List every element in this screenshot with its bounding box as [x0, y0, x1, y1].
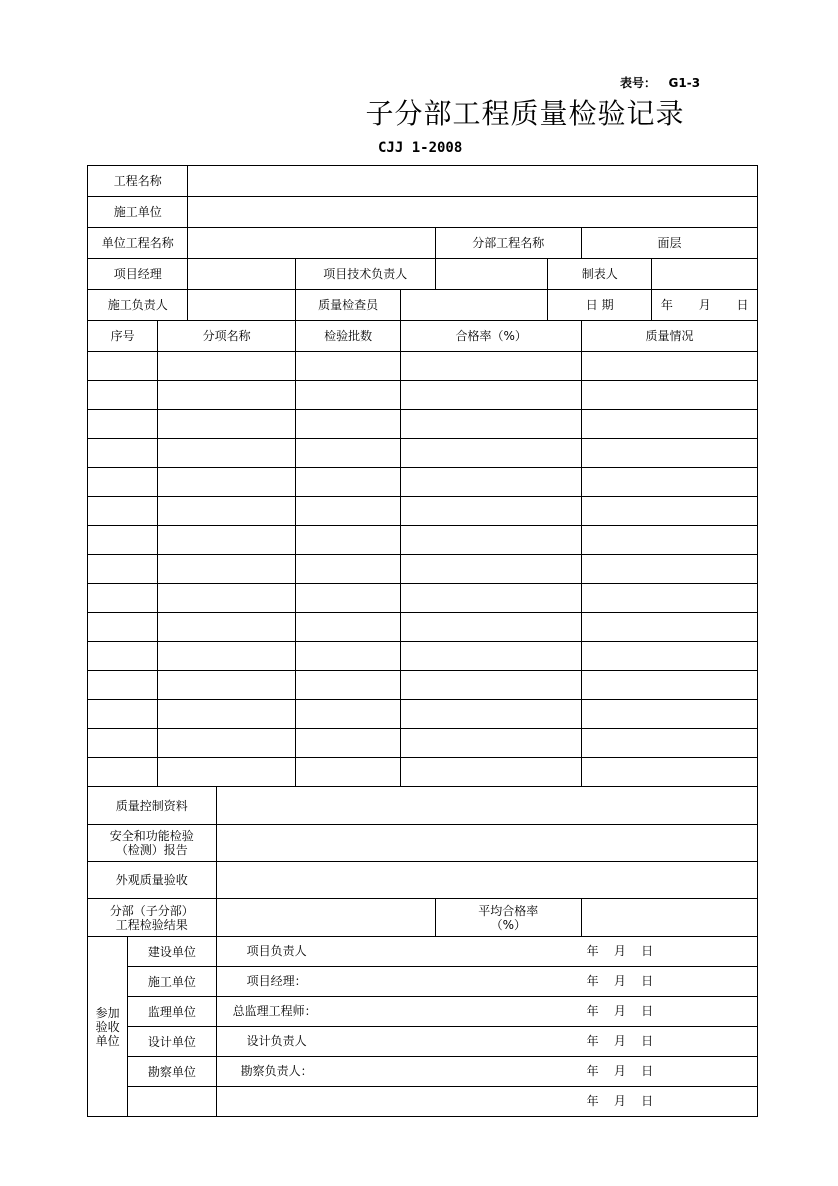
result-row [88, 899, 758, 937]
signoff-group-line3: 单位 [95, 1033, 120, 1048]
items-header-row [88, 321, 758, 352]
signoff-sign-area[interactable] [216, 1027, 757, 1057]
result-label-line1: 分部（子分部） [109, 903, 194, 918]
col-batch-count: 检验批数 [295, 321, 400, 352]
standard-code: CJJ 1-2008 [378, 140, 463, 156]
signoff-date: 年 月 日 [586, 1094, 654, 1108]
tech-lead-field[interactable] [435, 259, 547, 290]
signoff-date: 年 月 日 [586, 1064, 654, 1078]
signoff-role: 设计负责人 [246, 1034, 307, 1048]
form-number: 表号： G1-3 [620, 76, 701, 90]
project-manager-field[interactable] [188, 259, 295, 290]
safety-reports-label-line2: （检测）报告 [115, 843, 188, 857]
safety-reports-label-line1: 安全和功能检验 [109, 829, 194, 843]
unit-project-field[interactable] [188, 228, 435, 259]
signoff-role: 总监理工程师： [232, 1004, 317, 1018]
signoff-sign-area[interactable] [216, 1057, 757, 1087]
avg-rate-field[interactable] [582, 899, 758, 937]
signoff-date: 年 月 日 [586, 1004, 654, 1018]
project-name-field[interactable] [188, 166, 758, 197]
quality-docs-row [88, 787, 758, 825]
date-label: 日 期 [547, 290, 651, 321]
signoff-row [88, 1057, 758, 1087]
table-row [88, 700, 758, 729]
lead-row [88, 290, 758, 321]
project-name-row [88, 166, 758, 197]
appearance-row [88, 862, 758, 899]
avg-rate-label-line1: 平均合格率 [478, 903, 539, 918]
signoff-unit[interactable] [128, 1087, 216, 1117]
division-project-value[interactable]: 面层 [582, 228, 758, 259]
table-row [88, 642, 758, 671]
result-field[interactable] [216, 899, 435, 937]
signoff-group-line1: 参加 [95, 1005, 120, 1020]
table-row [88, 410, 758, 439]
signoff-sign-area[interactable] [216, 997, 757, 1027]
construction-lead-field[interactable] [188, 290, 295, 321]
signoff-sign-area[interactable] [216, 1087, 757, 1117]
signoff-sign-area[interactable] [216, 967, 757, 997]
division-project-label: 分部工程名称 [435, 228, 582, 259]
col-pass-rate: 合格率（%） [401, 321, 582, 352]
table-row [88, 468, 758, 497]
appearance-label: 外观质量验收 [88, 862, 217, 899]
table-row [88, 584, 758, 613]
signoff-unit: 设计单位 [128, 1027, 216, 1057]
tech-lead-label: 项目技术负责人 [295, 259, 435, 290]
signoff-unit: 勘察单位 [128, 1057, 216, 1087]
prepared-by-label: 制表人 [547, 259, 651, 290]
unit-project-row [88, 228, 758, 259]
table-row [88, 439, 758, 468]
col-quality: 质量情况 [582, 321, 758, 352]
signoff-row [88, 1087, 758, 1117]
quality-inspector-field[interactable] [401, 290, 548, 321]
contractor-field[interactable] [188, 197, 758, 228]
project-name-label: 工程名称 [88, 166, 188, 197]
signoff-row [88, 967, 758, 997]
signoff-group-label [88, 937, 128, 1117]
result-label-line2: 工程检验结果 [115, 917, 188, 932]
col-seq: 序号 [88, 321, 158, 352]
date-month: 月 [698, 298, 711, 312]
table-row [88, 758, 758, 787]
quality-inspector-label: 质量检查员 [295, 290, 400, 321]
table-row [88, 381, 758, 410]
table-row [88, 555, 758, 584]
signoff-unit: 监理单位 [128, 997, 216, 1027]
avg-rate-label-line2: （%） [490, 917, 527, 932]
signoff-unit: 建设单位 [128, 937, 216, 967]
manager-row [88, 259, 758, 290]
quality-docs-label: 质量控制资料 [88, 787, 217, 825]
signoff-unit: 施工单位 [128, 967, 216, 997]
safety-reports-label [88, 825, 217, 862]
signoff-row [88, 997, 758, 1027]
page-title: 子分部工程质量检验记录 [365, 97, 685, 130]
signoff-role: 项目经理： [246, 974, 307, 988]
prepared-by-field[interactable] [652, 259, 758, 290]
signoff-sign-area[interactable] [216, 937, 757, 967]
table-row [88, 613, 758, 642]
col-item-name: 分项名称 [158, 321, 296, 352]
project-manager-label: 项目经理 [88, 259, 188, 290]
signoff-date: 年 月 日 [586, 974, 654, 988]
signoff-date: 年 月 日 [586, 944, 654, 958]
date-day: 日 [736, 298, 749, 312]
safety-reports-row [88, 825, 758, 862]
date-year: 年 [660, 298, 673, 312]
quality-docs-field[interactable] [216, 787, 757, 825]
inspection-record-table [87, 165, 758, 1117]
signoff-row [88, 1027, 758, 1057]
signoff-role: 项目负责人 [246, 944, 307, 958]
result-label [88, 899, 217, 937]
signoff-group-line2: 验收 [95, 1019, 120, 1034]
table-row [88, 497, 758, 526]
contractor-row [88, 197, 758, 228]
safety-reports-field[interactable] [216, 825, 757, 862]
contractor-label: 施工单位 [88, 197, 188, 228]
signoff-row [88, 937, 758, 967]
avg-rate-label [435, 899, 582, 937]
appearance-field[interactable] [216, 862, 757, 899]
table-row [88, 526, 758, 555]
table-row [88, 352, 758, 381]
signoff-role: 勘察负责人： [240, 1064, 313, 1078]
construction-lead-label: 施工负责人 [88, 290, 188, 321]
signoff-date: 年 月 日 [586, 1034, 654, 1048]
table-row [88, 729, 758, 758]
table-row [88, 671, 758, 700]
unit-project-label: 单位工程名称 [88, 228, 188, 259]
date-field[interactable] [652, 290, 758, 321]
